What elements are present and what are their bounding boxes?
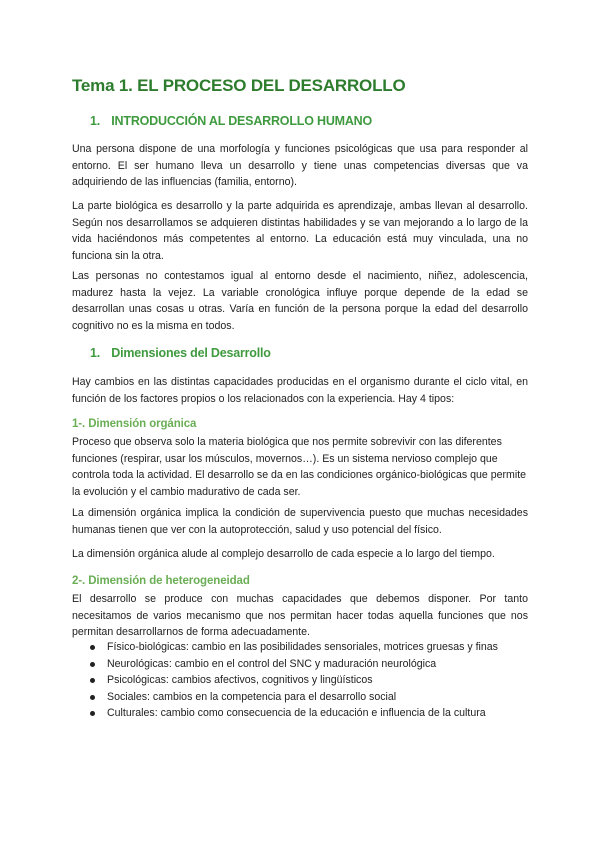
list-item-text: Sociales: cambios en la competencia para el desarrollo social: [107, 690, 397, 703]
bullet-icon: [90, 711, 95, 716]
list-item: [72, 689, 542, 706]
bullet-icon: [90, 645, 95, 650]
subsection-heading-heterogeneidad: 2-. Dimensión de heterogeneidad: [72, 575, 250, 587]
section-heading-text: INTRODUCCIÓN AL DESARROLLO HUMANO: [111, 114, 373, 128]
dimension-list: [72, 639, 542, 722]
bullet-icon: [90, 678, 95, 683]
paragraph: La dimensión orgánica alude al complejo desarrollo de cada especie a lo largo del tiempo.: [72, 548, 495, 560]
section-heading-intro: [90, 114, 372, 128]
list-item-text: Físico-biológicas: cambio en las posibilidades sensoriales, motrices gruesas y finas: [107, 641, 498, 653]
paragraph: Proceso que observa solo la materia biológica que nos permite sobrevivir con las diferentes funciones (respirar, usar los músculos, movernos…). Es un sistema nervioso complejo que controla toda la actividad. El desarrollo se da en las condiciones orgánico-biológicas que permite la evolución y el cambio madurativo de cada ser.: [72, 436, 527, 498]
bullet-icon: [90, 662, 95, 667]
paragraph: Una persona dispone de una morfología y funciones psicológicas que usa para responder al entorno. El ser humano lleva un desarrollo y tiene unas competencias diversas que va adquiriendo de las influencias (familia, entorno).: [72, 143, 528, 188]
paragraph: El desarrollo se produce con muchas capacidades que debemos disponer. Por tanto necesitamos de varios mecanismo que nos permitan hacer todas aquella funciones que nos permitan desarrollarnos de forma adecuadamente.: [72, 593, 528, 638]
list-item-text: Culturales: cambio como consecuencia de la educación e influencia de la cultura: [107, 707, 486, 719]
list-item: [72, 639, 542, 656]
bullet-icon: [90, 695, 95, 700]
paragraph: Las personas no contestamos igual al entorno desde el nacimiento, niñez, adolescencia, madurez hasta la vejez. La variable cronológica influye porque depende de la edad se desarrollan unas cosas u otras. Varía en función de la persona porque la edad del desarrollo cognitivo no es la misma en todos.: [72, 270, 528, 332]
subsection-heading-organica: 1-. Dimensión orgánica: [72, 418, 197, 430]
page-title: Tema 1. EL PROCESO DEL DESARROLLO: [72, 76, 406, 95]
paragraph: La dimensión orgánica implica la condición de supervivencia puesto que muchas necesidades humanas tienen que ver con la autoprotección, salud y uso potencial del físico.: [72, 507, 528, 536]
list-item: [72, 656, 542, 673]
paragraph: Hay cambios en las distintas capacidades producidas en el organismo durante el ciclo vital, en función de los factores propios o los relacionados con la experiencia. Hay 4 tipos:: [72, 376, 528, 405]
list-item-text: Neurológicas: cambio en el control del SNC y maduración neurológica: [107, 657, 437, 670]
list-item: [72, 672, 542, 689]
paragraph: La parte biológica es desarrollo y la parte adquirida es aprendizaje, ambas llevan al desarrollo. Según nos desarrollamos se adquieren distintas habilidades y se van mejorando a lo largo de la vida haciéndonos más competentes al entorno. La educación está muy vinculada, una no funciona sin la otra.: [72, 200, 528, 262]
section-number: 1.: [90, 114, 101, 128]
section-number: 1.: [90, 346, 101, 360]
list-item: [72, 705, 542, 722]
section-heading-text: Dimensiones del Desarrollo: [111, 346, 271, 360]
section-heading-dimensions: [90, 346, 271, 360]
list-item-text: Psicológicas: cambios afectivos, cognitivos y lingüísticos: [107, 674, 373, 686]
